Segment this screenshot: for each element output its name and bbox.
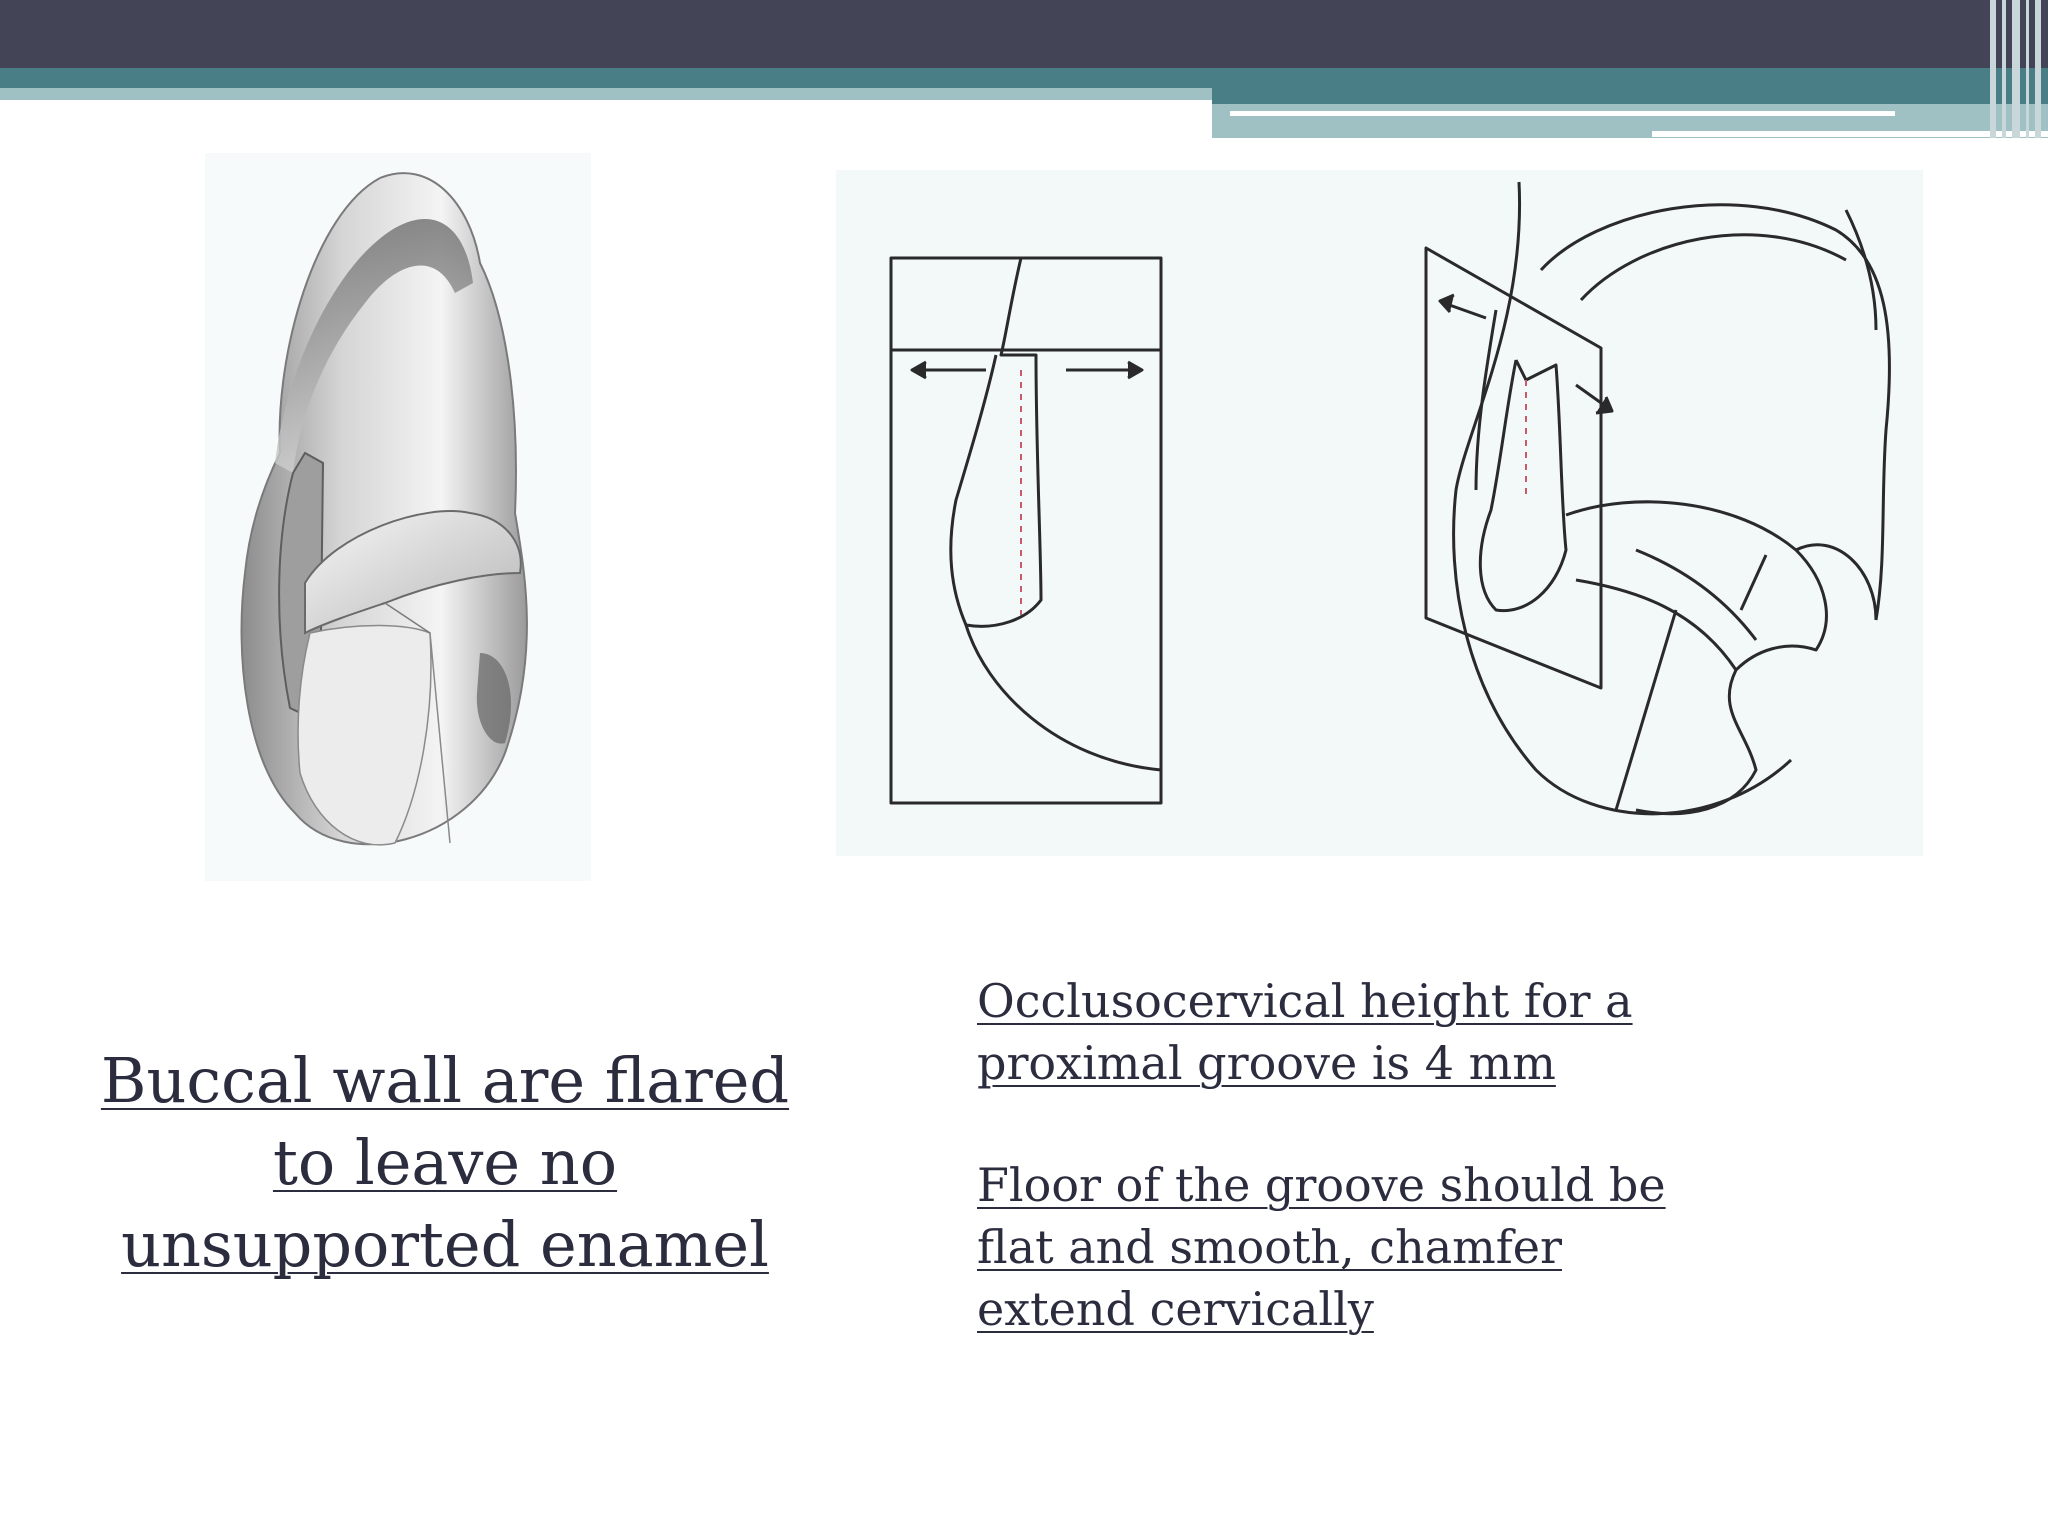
perspective-plane [1426,248,1601,688]
caption-groove-notes [977,970,1697,1340]
header-teal-band [0,68,2048,88]
header-white-line [1230,111,1895,116]
groove-plane-rectangle [891,258,1161,803]
header-teal-band-right [1212,88,2048,104]
caption-buccal-wall: Buccal wall are flared to leave no unsupported enamel [100,1044,790,1281]
groove-line-drawings [836,170,1923,856]
header-light-band-left [0,88,1212,100]
caption-groove-height: Occlusocervical height for a proximal groove is 4 mm [977,974,1633,1090]
header-white-line-short [1652,131,2048,137]
caption-groove-floor: Floor of the groove should be flat and smooth, chamfer extend cervically [977,1158,1666,1336]
header-dark-band [0,0,2048,68]
header-stripes [1990,0,2048,138]
tooth-shaded-drawing [205,153,591,881]
proximal-groove-diagrams [836,170,1923,856]
tooth-illustration-shaded [205,153,591,881]
